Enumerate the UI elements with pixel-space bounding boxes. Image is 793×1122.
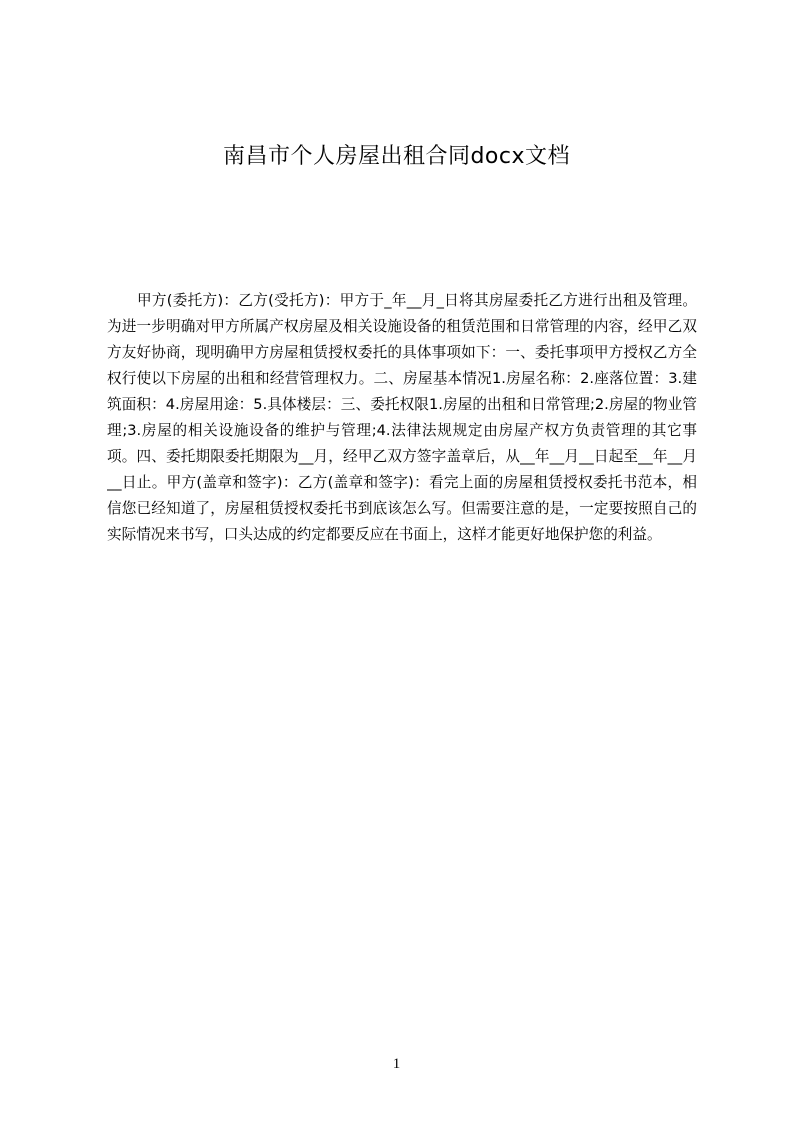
page-number: 1 bbox=[392, 1056, 401, 1072]
document-body-paragraph: 甲方(委托方)：乙方(受托方)：甲方于_年__月_日将其房屋委托乙方进行出租及管理。为进一步明确对甲方所属产权房屋及相关设施设备的租赁范围和日常管理的内容，经甲乙双方友好协商，现明确甲方房屋租赁授权委托的具体事项如下：一、委托事项甲方授权乙方全权行使以下房屋的出租和经营管理权力。二、房屋基本情况1.房屋名称：2.座落位置：3.建筑面积：4.房屋用途：5.具体楼层：三、委托权限1.房屋的出租和日常管理;2.房屋的物业管理;3.房屋的相关设施设备的维护与管理;4.法律法规规定由房屋产权方负责管理的其它事项。四、委托期限委托期限为__月，经甲乙双方签字盖章后，从__年__月__日起至__年__月__日止。甲方(盖章和签字)：乙方(盖章和签字)：看完上面的房屋租赁授权委托书范本，相信您已经知道了，房屋租赁授权委托书到底该怎么写。但需要注意的是，一定要按照自己的实际情况来书写，口头达成的约定都要反应在书面上，这样才能更好地保护您的利益。 bbox=[107, 292, 697, 543]
document-title: 南昌市个人房屋出租合同docx文档 bbox=[222, 144, 571, 169]
